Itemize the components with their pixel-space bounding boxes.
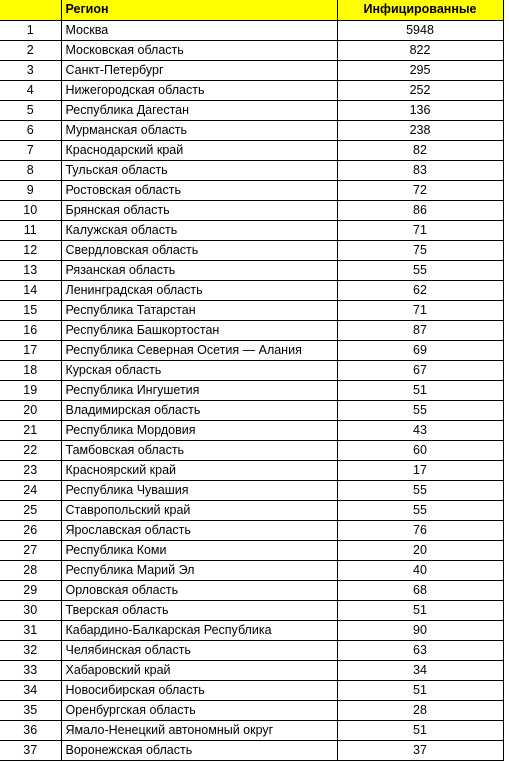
table-row	[0, 700, 503, 720]
table-body	[0, 20, 503, 760]
infected-count-cell[interactable]: 822	[337, 40, 503, 60]
region-cell[interactable]: Оренбургская область	[61, 700, 337, 720]
region-cell[interactable]: Санкт-Петербург	[61, 60, 337, 80]
table-row	[0, 60, 503, 80]
row-number-cell[interactable]: 4	[0, 80, 61, 100]
region-cell[interactable]: Краснодарский край	[61, 140, 337, 160]
table-row	[0, 740, 503, 760]
table-row	[0, 380, 503, 400]
table-row	[0, 260, 503, 280]
row-number-cell[interactable]: 25	[0, 500, 61, 520]
infected-count-cell[interactable]: 51	[337, 600, 503, 620]
infected-count-cell[interactable]: 34	[337, 660, 503, 680]
row-number-cell[interactable]: 34	[0, 680, 61, 700]
row-number-cell[interactable]: 24	[0, 480, 61, 500]
region-cell[interactable]: Челябинская область	[61, 640, 337, 660]
region-cell[interactable]: Республика Ингушетия	[61, 380, 337, 400]
table-row	[0, 180, 503, 200]
table-row	[0, 640, 503, 660]
infected-count-cell[interactable]: 37	[337, 740, 503, 760]
region-cell[interactable]: Республика Чувашия	[61, 480, 337, 500]
infected-count-cell[interactable]: 17	[337, 460, 503, 480]
region-cell[interactable]: Ярославская область	[61, 520, 337, 540]
row-number-cell[interactable]: 21	[0, 420, 61, 440]
region-cell[interactable]: Мурманская область	[61, 120, 337, 140]
region-cell[interactable]: Ростовская область	[61, 180, 337, 200]
row-number-cell[interactable]: 5	[0, 100, 61, 120]
infected-count-cell[interactable]: 55	[337, 260, 503, 280]
table-row	[0, 400, 503, 420]
row-number-cell[interactable]: 37	[0, 740, 61, 760]
region-cell[interactable]: Ленинградская область	[61, 280, 337, 300]
row-number-cell[interactable]: 22	[0, 440, 61, 460]
table-row	[0, 200, 503, 220]
row-number-cell[interactable]: 17	[0, 340, 61, 360]
region-cell[interactable]: Владимирская область	[61, 400, 337, 420]
row-number-cell[interactable]: 26	[0, 520, 61, 540]
infected-count-cell[interactable]: 75	[337, 240, 503, 260]
row-number-cell[interactable]: 16	[0, 320, 61, 340]
table-row	[0, 560, 503, 580]
region-cell[interactable]: Республика Башкортостан	[61, 320, 337, 340]
infected-count-cell[interactable]: 71	[337, 300, 503, 320]
infected-count-cell[interactable]: 69	[337, 340, 503, 360]
table-row	[0, 160, 503, 180]
table-row	[0, 520, 503, 540]
table-row	[0, 440, 503, 460]
region-cell[interactable]: Ямало-Ненецкий автономный округ	[61, 720, 337, 740]
row-number-cell[interactable]: 18	[0, 360, 61, 380]
table-row	[0, 320, 503, 340]
table-row	[0, 340, 503, 360]
infected-count-cell[interactable]: 43	[337, 420, 503, 440]
infected-count-cell[interactable]: 40	[337, 560, 503, 580]
table-row	[0, 600, 503, 620]
row-number-cell[interactable]: 7	[0, 140, 61, 160]
row-number-cell[interactable]: 12	[0, 240, 61, 260]
row-number-cell[interactable]: 13	[0, 260, 61, 280]
row-number-cell[interactable]: 1	[0, 20, 61, 40]
infected-count-cell[interactable]: 51	[337, 680, 503, 700]
row-number-cell[interactable]: 36	[0, 720, 61, 740]
region-cell[interactable]: Республика Татарстан	[61, 300, 337, 320]
region-cell[interactable]: Тульская область	[61, 160, 337, 180]
row-number-cell[interactable]: 15	[0, 300, 61, 320]
infected-count-cell[interactable]: 72	[337, 180, 503, 200]
infected-count-cell[interactable]: 87	[337, 320, 503, 340]
region-cell[interactable]: Орловская область	[61, 580, 337, 600]
region-cell[interactable]: Республика Дагестан	[61, 100, 337, 120]
infected-count-cell[interactable]: 71	[337, 220, 503, 240]
row-number-cell[interactable]: 27	[0, 540, 61, 560]
table-row	[0, 300, 503, 320]
row-number-cell[interactable]: 33	[0, 660, 61, 680]
infected-count-cell[interactable]: 60	[337, 440, 503, 460]
infected-count-cell[interactable]: 55	[337, 400, 503, 420]
infected-count-cell[interactable]: 90	[337, 620, 503, 640]
infected-count-cell[interactable]: 55	[337, 500, 503, 520]
table-row	[0, 720, 503, 740]
table-row	[0, 40, 503, 60]
table-row	[0, 80, 503, 100]
infected-count-cell[interactable]: 295	[337, 60, 503, 80]
table-row	[0, 480, 503, 500]
row-number-cell[interactable]: 28	[0, 560, 61, 580]
header-row	[0, 0, 503, 20]
region-cell[interactable]: Свердловская область	[61, 240, 337, 260]
infected-count-cell[interactable]: 83	[337, 160, 503, 180]
region-cell[interactable]: Тамбовская область	[61, 440, 337, 460]
row-number-cell[interactable]: 2	[0, 40, 61, 60]
row-number-cell[interactable]: 23	[0, 460, 61, 480]
region-cell[interactable]: Республика Мордовия	[61, 420, 337, 440]
header-infected[interactable]: Инфицированные	[337, 0, 503, 20]
table-row	[0, 660, 503, 680]
row-number-cell[interactable]: 10	[0, 200, 61, 220]
region-cell[interactable]: Курская область	[61, 360, 337, 380]
infected-count-cell[interactable]: 67	[337, 360, 503, 380]
header-number[interactable]	[0, 0, 61, 20]
table-row	[0, 280, 503, 300]
infected-count-cell[interactable]: 76	[337, 520, 503, 540]
region-cell[interactable]: Ставропольский край	[61, 500, 337, 520]
infected-count-cell[interactable]: 68	[337, 580, 503, 600]
row-number-cell[interactable]: 20	[0, 400, 61, 420]
region-cell[interactable]: Республика Марий Эл	[61, 560, 337, 580]
infected-count-cell[interactable]: 51	[337, 380, 503, 400]
row-number-cell[interactable]: 30	[0, 600, 61, 620]
table-row	[0, 240, 503, 260]
table-row	[0, 360, 503, 380]
infected-count-cell[interactable]: 86	[337, 200, 503, 220]
region-cell[interactable]: Калужская область	[61, 220, 337, 240]
infected-count-cell[interactable]: 20	[337, 540, 503, 560]
row-number-cell[interactable]: 6	[0, 120, 61, 140]
region-cell[interactable]: Брянская область	[61, 200, 337, 220]
infected-count-cell[interactable]: 51	[337, 720, 503, 740]
region-cell[interactable]: Кабардино-Балкарская Республика	[61, 620, 337, 640]
table-row	[0, 500, 503, 520]
table-row	[0, 620, 503, 640]
infected-count-cell[interactable]: 62	[337, 280, 503, 300]
region-cell[interactable]: Хабаровский край	[61, 660, 337, 680]
infected-count-cell[interactable]: 136	[337, 100, 503, 120]
table-row	[0, 460, 503, 480]
region-cell[interactable]: Республика Коми	[61, 540, 337, 560]
region-cell[interactable]: Нижегородская область	[61, 80, 337, 100]
table-row	[0, 120, 503, 140]
row-number-cell[interactable]: 32	[0, 640, 61, 660]
table-row	[0, 100, 503, 120]
infected-count-cell[interactable]: 28	[337, 700, 503, 720]
region-cell[interactable]: Тверская область	[61, 600, 337, 620]
row-number-cell[interactable]: 19	[0, 380, 61, 400]
row-number-cell[interactable]: 8	[0, 160, 61, 180]
table-row	[0, 420, 503, 440]
region-cell[interactable]: Республика Северная Осетия — Алания	[61, 340, 337, 360]
infected-count-cell[interactable]: 63	[337, 640, 503, 660]
table-row	[0, 140, 503, 160]
row-number-cell[interactable]: 14	[0, 280, 61, 300]
infected-count-cell[interactable]: 55	[337, 480, 503, 500]
infected-count-cell[interactable]: 238	[337, 120, 503, 140]
infected-count-cell[interactable]: 82	[337, 140, 503, 160]
table-row	[0, 220, 503, 240]
table-row	[0, 580, 503, 600]
row-number-cell[interactable]: 29	[0, 580, 61, 600]
row-number-cell[interactable]: 9	[0, 180, 61, 200]
row-number-cell[interactable]: 35	[0, 700, 61, 720]
table-row	[0, 20, 503, 40]
row-number-cell[interactable]: 31	[0, 620, 61, 640]
infected-count-cell[interactable]: 5948	[337, 20, 503, 40]
row-number-cell[interactable]: 11	[0, 220, 61, 240]
row-number-cell[interactable]: 3	[0, 60, 61, 80]
header-region[interactable]: Регион	[61, 0, 337, 20]
region-cell[interactable]: Красноярский край	[61, 460, 337, 480]
table-row	[0, 680, 503, 700]
infected-count-cell[interactable]: 252	[337, 80, 503, 100]
region-cell[interactable]: Москва	[61, 20, 337, 40]
region-cell[interactable]: Московская область	[61, 40, 337, 60]
region-cell[interactable]: Новосибирская область	[61, 680, 337, 700]
region-cell[interactable]: Рязанская область	[61, 260, 337, 280]
region-cell[interactable]: Воронежская область	[61, 740, 337, 760]
table-row	[0, 540, 503, 560]
